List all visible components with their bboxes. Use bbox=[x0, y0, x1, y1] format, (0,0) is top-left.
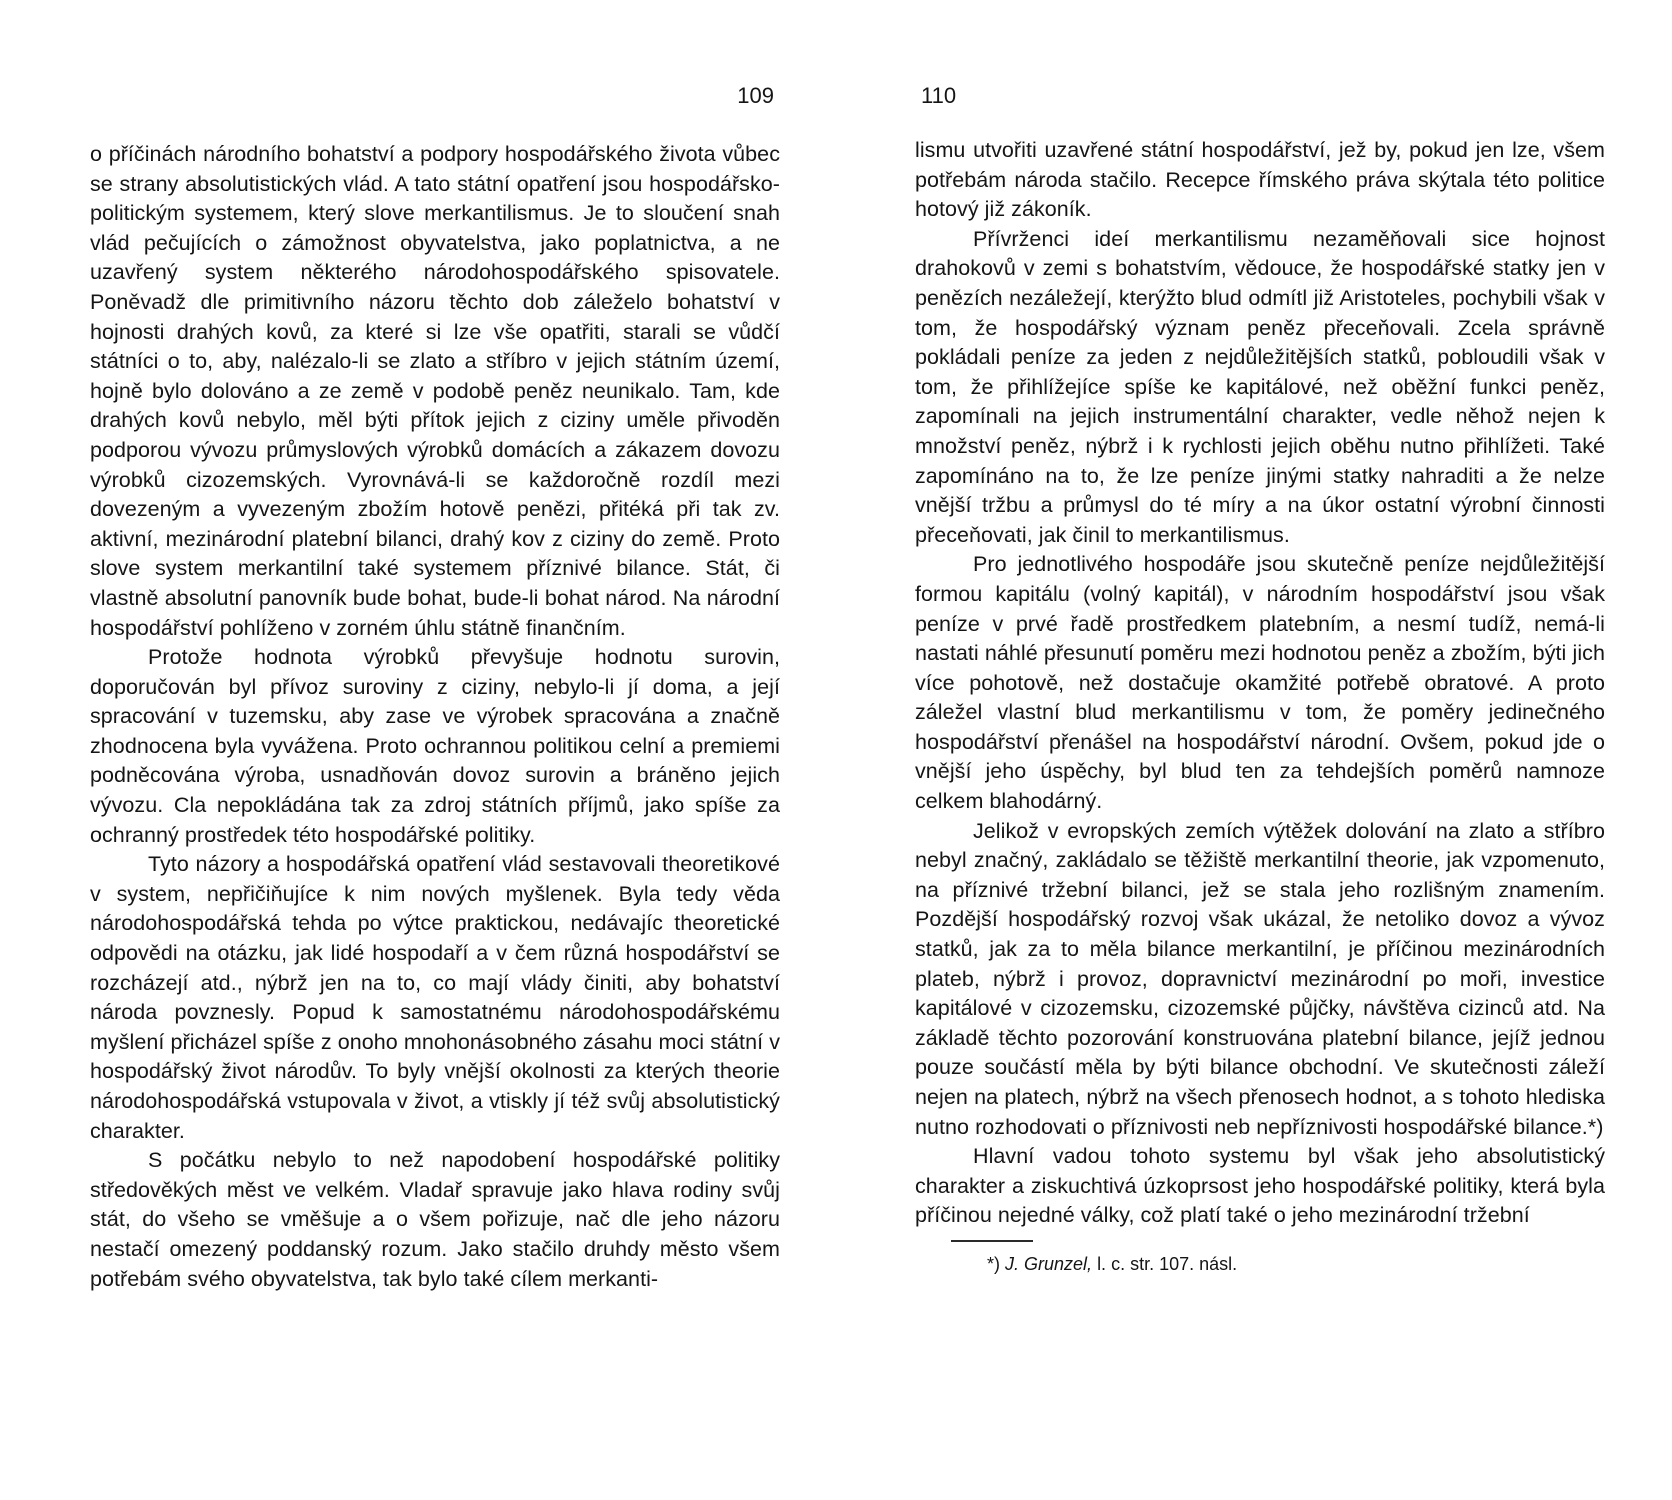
paragraph: Přívrženci ideí merkantilismu nezaměňovali sice hojnost drahokovů v zemi s bohatstvím, vědouce, že hospodářské statky jen v penězích nezáležejí, kterýžto blud odmítl již Aristoteles, pochybili však v tom, že hospodářský význam peněz přeceňovali. Zcela správně pokládali peníze za jeden z nejdůležitějších statků, pobloudili však v tom, že přihlížejíce spíše ke kapitálové, než oběžní funkci peněz, zapomínali na jejich instrumentální charakter, vedle něhož nejen k množství peněz, nýbrž i k rychlosti jejich oběhu nutno přihlížeti. Také zapomínáno na to, že lze peníze jinými statky nahraditi a že nelze vnější tržbu a průmysl do té míry a na úkor ostatní výrobní činnosti přeceňovati, jak činil to merkantilismus. bbox=[915, 226, 1605, 547]
footnote bbox=[987, 1252, 1237, 1276]
footnote-marker: *) bbox=[987, 1254, 1000, 1274]
footnote-citation: l. c. str. 107. násl. bbox=[1097, 1254, 1238, 1274]
paragraph: Protože hodnota výrobků převyšuje hodnotu surovin, doporučován byl přívoz suroviny z ciziny, nebylo-li jí doma, a její spracování v tuzemsku, aby zase ve výrobek spracována a značně zhodnocena byla vyvážena. Proto ochrannou politikou celní a premiemi podněcována výroba, usnadňován dovoz surovin a bráněno jejich vývozu. Cla nepokládána tak za zdroj státních příjmů, jako spíše za ochranný prostředek této hospodářské politiky. bbox=[90, 645, 780, 847]
paragraph: lismu utvořiti uzavřené státní hospodářství, jež by, pokud jen lze, všem potřebám národa stačilo. Recepce římského práva skýtala této politice hotový již zákoník. bbox=[915, 138, 1605, 222]
footnote-author: J. Grunzel, bbox=[1005, 1254, 1093, 1274]
paragraph: Jelikož v evropských zemích výtěžek dolování na zlato a stříbro nebyl značný, zakládalo se těžiště merkantilní theorie, jak vzpomenuto, na příznivé tržební bilanci, jež se stala jeho rozlišným znamením. Pozdější hospodářský rozvoj však ukázal, že netoliko dovoz a vývoz statků, jak za to měla bilance merkantilní, je příčinou mezinárodních plateb, nýbrž i provoz, dopravnictví mezinárodní po moři, investice kapitálové v cizozemsku, cizozemské půjčky, návštěva cizinců atd. Na základě těchto pozorování konstruována platební bilance, jejíž jednou pouze součástí měla by býti bilance obchodní. Ve skutečnosti záleží nejen na platech, nýbrž na všech přenosech hodnot, a s tohoto hlediska nutno rozhodovati o příznivosti neb nepříznivosti hospodářské bilance.*) bbox=[915, 818, 1605, 1139]
page-number: 110 bbox=[921, 83, 957, 108]
page-number: 109 bbox=[737, 83, 774, 108]
paragraph: Pro jednotlivého hospodáře jsou skutečně peníze nejdůležitější formou kapitálu (volný kapitál), v národním hospodářství jsou však peníze v prvé řadě prostředkem platebním, a nesmí tudíž, nemá-li nastati náhlé přesunutí poměru mezi hodnotou peněz a zbožím, býti jich více pohotově, než dostačuje okamžité potřebě obratové. A proto záležel vlastní blud merkantilismu v tom, že poměry jedinečného hospodářství přenášel na hospodářství národní. Ovšem, pokud jde o vnější jeho úspěchy, byl blud ten za tehdejších poměrů namnoze celkem blahodárný. bbox=[915, 552, 1605, 814]
paragraph: Tyto názory a hospodářská opatření vlád sestavovali theoretikové v system, nepřičiňujíce k nim nových myšlenek. Byla tedy věda národohospodářská tehda po výtce praktickou, nedávajíc theoretické odpovědi na otázku, jak lidé hospodaří a v čem různá hospodářství se rozcházejí atd., nýbrž jen na to, co mají vlády činiti, aby bohatství národa povznesly. Popud k samostatnému národohospodářskému myšlení přicházel spíše z onoho mnohonásobného zásahu moci státní v hospodářský život národův. To byly vnější okolnosti za kterých theorie národohospodářská vstupovala v život, a vtiskly jí též svůj absolutistický charakter. bbox=[90, 852, 780, 1143]
page-body bbox=[915, 136, 1605, 1231]
paragraph: S počátku nebylo to než napodobení hospodářské politiky středověkých měst ve velkém. Vladař spravuje jako hlava rodiny svůj stát, do všeho se vměšuje a o všem pořizuje, nač dle jeho názoru nestačí omezený poddanský rozum. Jako stačilo druhdy město všem potřebám svého obyvatelstva, tak bylo také cílem merkanti- bbox=[90, 1148, 780, 1291]
page-body bbox=[90, 140, 780, 1294]
paragraph: Hlavní vadou tohoto systemu byl však jeho absolutistický charakter a ziskuchtivá úzkoprsost jeho hospodářské politiky, která byla příčinou nejedné války, což platí také o jeho mezinárodní tržební bbox=[915, 1144, 1605, 1228]
paragraph: o příčinách národního bohatství a podpory hospodářského života vůbec se strany absolutistických vlád. A tato státní opatření jsou hospodářsko-politickým systemem, který slove merkantilismus. Je to sloučení snah vlád pečujících o zámožnost obyvatelstva, jako poplatnictva, a ne uzavřený system některého národohospodářského spisovatele. Poněvadž dle primitivního názoru těchto dob záleželo bohatství v hojnosti drahých kovů, za které si lze vše opatřiti, starali se vůdčí státníci o to, aby, nalézalo-li se zlato a stříbro v jejich státním území, hojně bylo dolováno a ze země v podobě peněz neunikalo. Tam, kde drahých kovů nebylo, měl býti přítok jejich z ciziny uměle přivoděn podporou vývozu průmyslových výrobků domácích a zákazem dovozu výrobků cizozemských. Vyrovnává-li se každoročně rozdíl mezi dovezeným a vyvezeným zbožím hotově penězi, přitéká při tak zv. aktivní, mezinárodní platební bilanci, drahý kov z ciziny do země. Proto slove system merkantilní také systemem příznivé bilance. Stát, či vlastně absolutní panovník bude bohat, bude-li bohat národ. Na národní hospodářství pohlíženo v zorném úhlu státně finančním. bbox=[90, 142, 780, 640]
footnote-divider bbox=[951, 1240, 1033, 1242]
